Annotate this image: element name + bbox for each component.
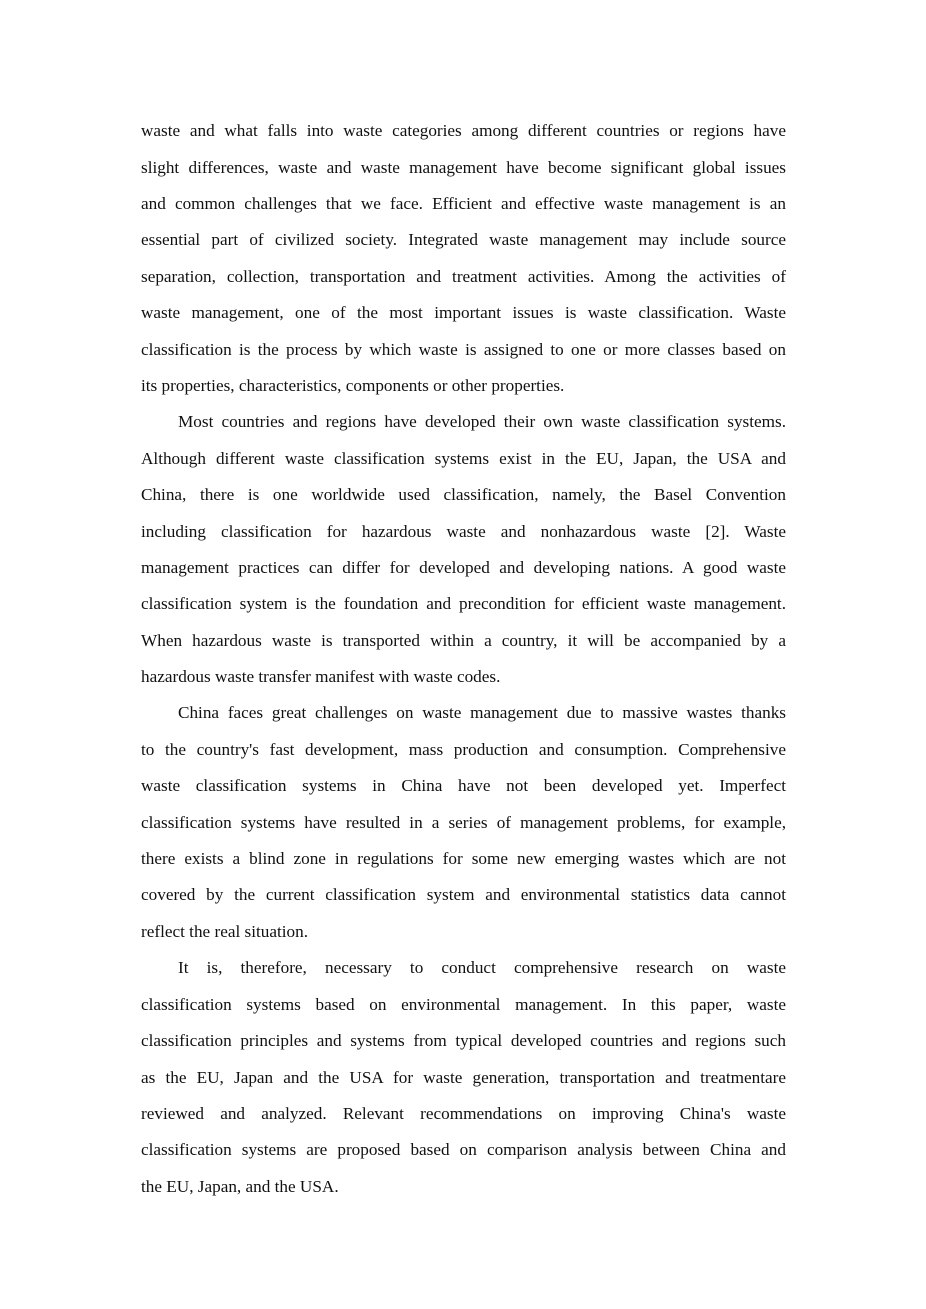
text-line: including classification for hazardous waste and nonhazardous waste [2]. Waste	[141, 522, 786, 541]
text-line: and common challenges that we face. Efficient and effective waste management is an	[141, 194, 786, 213]
text-line: waste classification systems in China have not been developed yet. Imperfect	[141, 776, 786, 795]
text-line: reviewed and analyzed. Relevant recommendations on improving China's waste	[141, 1104, 786, 1123]
text-line: hazardous waste transfer manifest with waste codes.	[141, 667, 501, 686]
text-line: classification system is the foundation and precondition for efficient waste management.	[141, 594, 786, 613]
text-line: classification systems have resulted in a series of management problems, for example,	[141, 813, 786, 832]
text-line: waste management, one of the most important issues is waste classification. Waste	[141, 303, 786, 322]
text-line: reflect the real situation.	[141, 922, 309, 941]
text-line: covered by the current classification system and environmental statistics data cannot	[141, 885, 786, 904]
text-line: the EU, Japan, and the USA.	[141, 1177, 339, 1196]
text-line: When hazardous waste is transported within a country, it will be accompanied by a	[141, 631, 786, 650]
text-line: classification principles and systems from typical developed countries and regions such	[141, 1031, 786, 1050]
text-line: its properties, characteristics, components or other properties.	[141, 376, 565, 395]
text-line: Most countries and regions have developed their own waste classification systems.	[178, 412, 786, 431]
text-line: China faces great challenges on waste management due to massive wastes thanks	[178, 703, 786, 722]
text-line: to the country's fast development, mass production and consumption. Comprehensive	[141, 740, 786, 759]
text-line: China, there is one worldwide used classification, namely, the Basel Convention	[141, 485, 786, 504]
text-line: essential part of civilized society. Integrated waste management may include source	[141, 230, 786, 249]
text-line: Although different waste classification systems exist in the EU, Japan, the USA and	[141, 449, 786, 468]
text-line: as the EU, Japan and the USA for waste generation, transportation and treatmentare	[141, 1068, 786, 1087]
text-line: It is, therefore, necessary to conduct comprehensive research on waste	[178, 958, 786, 977]
text-line: management practices can differ for developed and developing nations. A good waste	[141, 558, 786, 577]
text-line: waste and what falls into waste categories among different countries or regions have	[141, 121, 786, 140]
text-line: separation, collection, transportation and treatment activities. Among the activities of	[141, 267, 786, 286]
text-line: classification is the process by which waste is assigned to one or more classes based on	[141, 340, 786, 359]
text-line: there exists a blind zone in regulations for some new emerging wastes which are not	[141, 849, 786, 868]
text-line: slight differences, waste and waste management have become significant global issues	[141, 158, 786, 177]
text-line: classification systems are proposed based on comparison analysis between China and	[141, 1140, 786, 1159]
text-line: classification systems based on environmental management. In this paper, waste	[141, 995, 786, 1014]
